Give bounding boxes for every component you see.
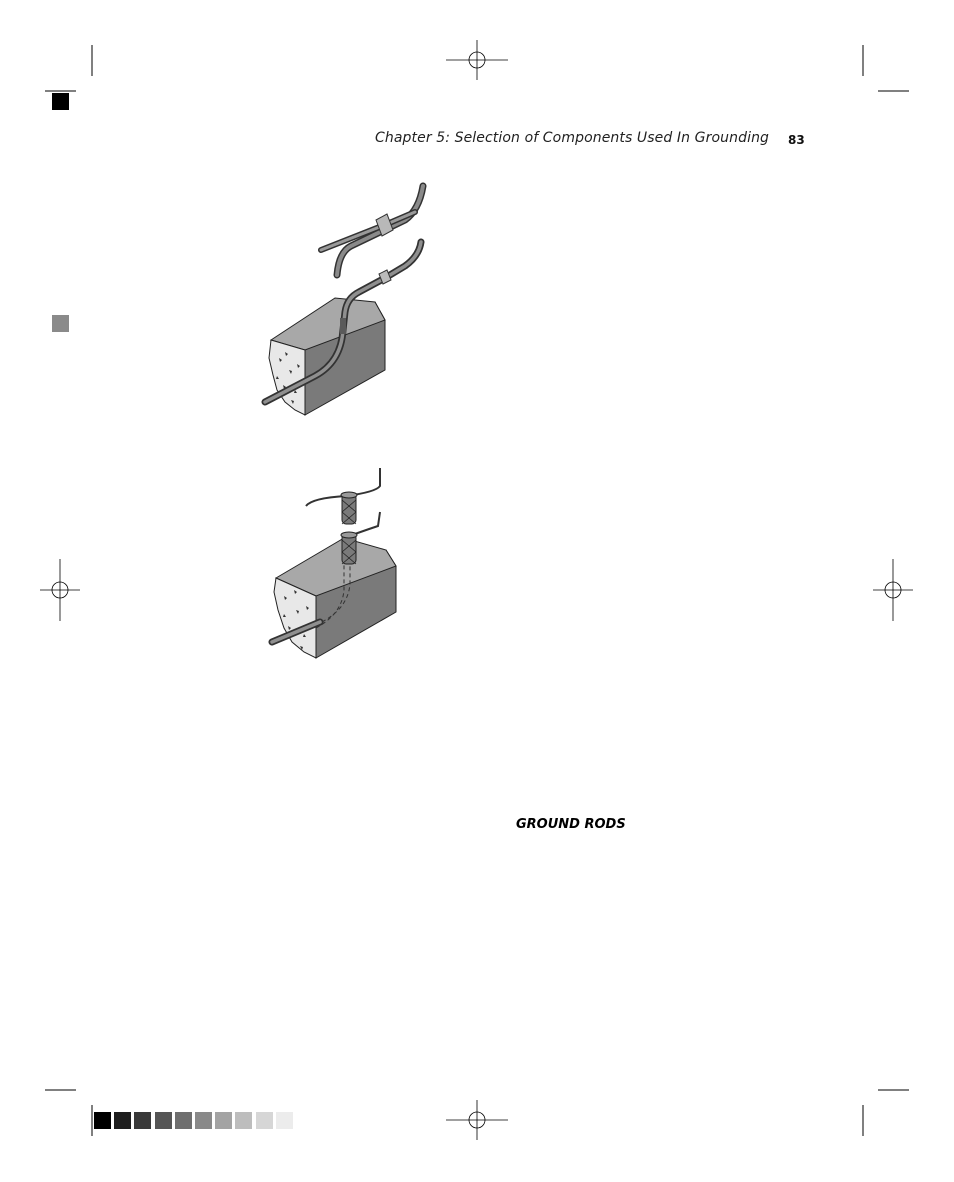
color-bar-swatch	[215, 1112, 232, 1129]
color-bar-swatch	[175, 1112, 192, 1129]
concrete-block-bent-rod-with-mesh-sleeve-icon	[272, 468, 396, 658]
registration-mark-top	[446, 40, 508, 80]
figure-bottom	[260, 462, 460, 672]
color-bar-swatch	[94, 1112, 111, 1129]
registration-mark-bottom	[446, 1100, 508, 1140]
edge-tab-mid	[52, 315, 69, 332]
figure-top	[255, 180, 455, 420]
edge-tab-top	[52, 93, 69, 110]
page-number: 83	[788, 133, 805, 147]
running-head: Chapter 5: Selection of Components Used In Grounding	[375, 130, 770, 146]
color-bar-swatch	[195, 1112, 212, 1129]
color-bar-swatch	[235, 1112, 252, 1129]
color-bar-swatch	[114, 1112, 131, 1129]
concrete-block-bent-rod-with-clamp-icon	[265, 186, 423, 415]
color-bar-swatch	[256, 1112, 273, 1129]
section-heading-ground-rods: GROUND RODS	[516, 817, 626, 832]
color-bar-swatch	[276, 1112, 293, 1129]
color-bar-swatch	[134, 1112, 151, 1129]
color-bar-swatch	[155, 1112, 172, 1129]
registration-mark-right	[873, 559, 913, 621]
registration-mark-left	[40, 559, 80, 621]
